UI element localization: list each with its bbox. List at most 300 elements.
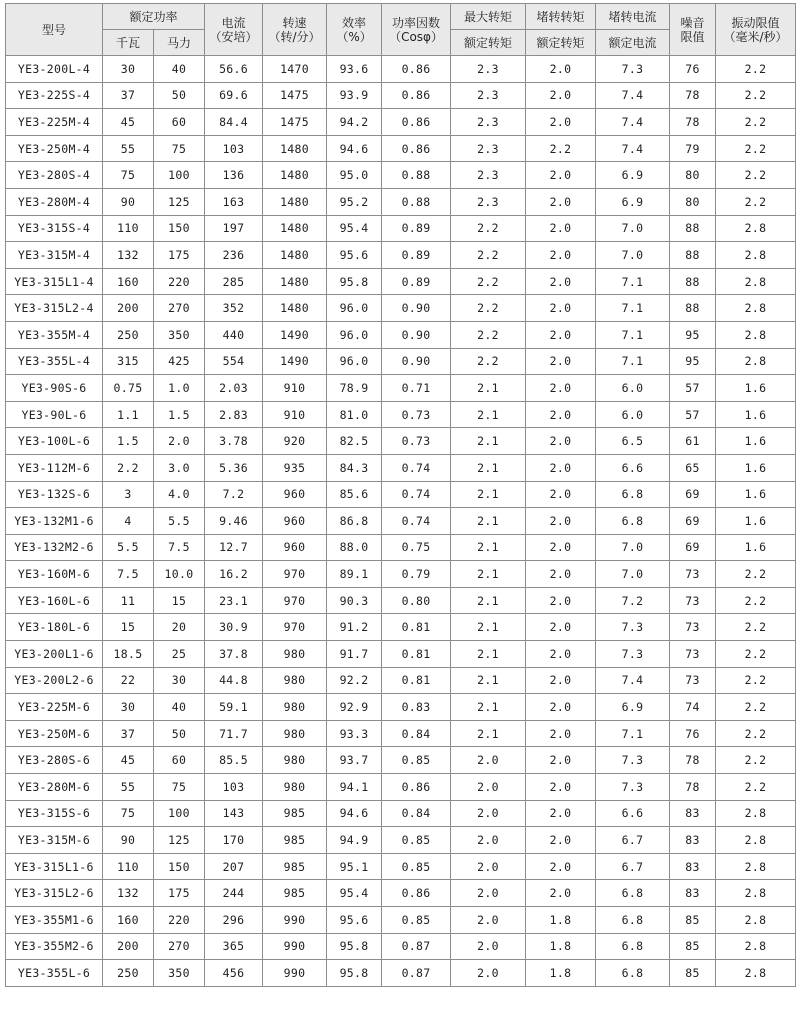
lr-current-cell: 7.3	[596, 614, 670, 641]
kw-cell: 3	[103, 481, 154, 508]
vibration-cell: 2.2	[716, 162, 796, 189]
efficiency-cell: 95.4	[327, 215, 382, 242]
efficiency-cell: 93.3	[327, 720, 382, 747]
efficiency-cell: 96.0	[327, 321, 382, 348]
vibration-cell: 2.8	[716, 880, 796, 907]
noise-cell: 83	[670, 853, 716, 880]
power-factor-cell: 0.90	[382, 348, 451, 375]
lr-current-cell: 7.3	[596, 56, 670, 83]
kw-cell: 55	[103, 135, 154, 162]
efficiency-cell: 94.2	[327, 109, 382, 136]
speed-cell: 1480	[263, 135, 327, 162]
power-factor-cell: 0.73	[382, 428, 451, 455]
current-cell: 2.03	[205, 375, 263, 402]
hp-cell: 40	[154, 694, 205, 721]
model-cell: YE3-315S-4	[6, 215, 103, 242]
kw-cell: 200	[103, 295, 154, 322]
current-cell: 103	[205, 135, 263, 162]
power-factor-cell: 0.85	[382, 907, 451, 934]
model-cell: YE3-200L1-6	[6, 641, 103, 668]
efficiency-cell: 91.7	[327, 641, 382, 668]
efficiency-cell: 93.9	[327, 82, 382, 109]
kw-cell: 0.75	[103, 375, 154, 402]
header-speed	[263, 4, 327, 56]
lr-torque-cell: 2.0	[526, 428, 596, 455]
max-torque-cell: 2.1	[451, 375, 526, 402]
vibration-cell: 2.2	[716, 694, 796, 721]
power-factor-cell: 0.86	[382, 774, 451, 801]
noise-cell: 73	[670, 561, 716, 588]
lr-torque-cell: 2.0	[526, 268, 596, 295]
table-row	[6, 587, 796, 614]
noise-cell: 83	[670, 827, 716, 854]
model-cell: YE3-160L-6	[6, 587, 103, 614]
vibration-cell: 1.6	[716, 534, 796, 561]
efficiency-cell: 95.6	[327, 242, 382, 269]
power-factor-cell: 0.84	[382, 800, 451, 827]
lr-torque-cell: 1.8	[526, 960, 596, 987]
current-cell: 143	[205, 800, 263, 827]
power-factor-cell: 0.86	[382, 56, 451, 83]
max-torque-cell: 2.1	[451, 641, 526, 668]
model-cell: YE3-225M-6	[6, 694, 103, 721]
efficiency-cell: 91.2	[327, 614, 382, 641]
header-speed-line2: （转/分）	[268, 29, 321, 44]
table-row	[6, 268, 796, 295]
lr-current-cell: 6.5	[596, 428, 670, 455]
speed-cell: 1480	[263, 268, 327, 295]
current-cell: 103	[205, 774, 263, 801]
speed-cell: 1475	[263, 109, 327, 136]
current-cell: 69.6	[205, 82, 263, 109]
header-model: 型号	[6, 4, 103, 56]
noise-cell: 61	[670, 428, 716, 455]
lr-torque-cell: 2.2	[526, 135, 596, 162]
lr-current-cell: 6.7	[596, 853, 670, 880]
max-torque-cell: 2.0	[451, 933, 526, 960]
table-row	[6, 667, 796, 694]
max-torque-cell: 2.1	[451, 481, 526, 508]
table-row	[6, 853, 796, 880]
lr-current-cell: 7.0	[596, 242, 670, 269]
model-cell: YE3-315L1-4	[6, 268, 103, 295]
lr-torque-cell: 2.0	[526, 853, 596, 880]
kw-cell: 160	[103, 268, 154, 295]
noise-cell: 76	[670, 56, 716, 83]
kw-cell: 110	[103, 215, 154, 242]
header-vib-line1: 振动限值	[731, 15, 780, 30]
noise-cell: 57	[670, 375, 716, 402]
hp-cell: 10.0	[154, 561, 205, 588]
power-factor-cell: 0.81	[382, 614, 451, 641]
power-factor-cell: 0.89	[382, 268, 451, 295]
efficiency-cell: 82.5	[327, 428, 382, 455]
max-torque-cell: 2.0	[451, 853, 526, 880]
lr-current-cell: 6.8	[596, 933, 670, 960]
max-torque-cell: 2.2	[451, 242, 526, 269]
current-cell: 296	[205, 907, 263, 934]
header-kw: 千瓦	[103, 30, 154, 56]
lr-current-cell: 6.8	[596, 481, 670, 508]
lr-current-cell: 6.6	[596, 800, 670, 827]
header-efficiency-line1: 效率	[342, 15, 367, 30]
hp-cell: 50	[154, 720, 205, 747]
lr-current-cell: 6.0	[596, 401, 670, 428]
power-factor-cell: 0.83	[382, 694, 451, 721]
lr-torque-cell: 2.0	[526, 321, 596, 348]
hp-cell: 15	[154, 587, 205, 614]
lr-current-cell: 6.8	[596, 907, 670, 934]
speed-cell: 970	[263, 587, 327, 614]
current-cell: 59.1	[205, 694, 263, 721]
lr-current-cell: 7.3	[596, 747, 670, 774]
hp-cell: 5.5	[154, 508, 205, 535]
vibration-cell: 2.2	[716, 82, 796, 109]
lr-current-cell: 7.0	[596, 215, 670, 242]
table-row	[6, 960, 796, 987]
lr-torque-cell: 2.0	[526, 188, 596, 215]
table-header	[6, 4, 796, 56]
max-torque-cell: 2.0	[451, 827, 526, 854]
kw-cell: 45	[103, 109, 154, 136]
header-pf-line1: 功率因数	[392, 15, 441, 30]
lr-current-cell: 6.7	[596, 827, 670, 854]
efficiency-cell: 96.0	[327, 295, 382, 322]
lr-torque-cell: 2.0	[526, 641, 596, 668]
speed-cell: 980	[263, 720, 327, 747]
power-factor-cell: 0.89	[382, 215, 451, 242]
power-factor-cell: 0.88	[382, 188, 451, 215]
hp-cell: 220	[154, 268, 205, 295]
hp-cell: 2.0	[154, 428, 205, 455]
lr-torque-cell: 2.0	[526, 534, 596, 561]
speed-cell: 960	[263, 508, 327, 535]
efficiency-cell: 93.6	[327, 56, 382, 83]
model-cell: YE3-225S-4	[6, 82, 103, 109]
lr-current-cell: 6.9	[596, 694, 670, 721]
speed-cell: 985	[263, 800, 327, 827]
noise-cell: 83	[670, 800, 716, 827]
speed-cell: 960	[263, 534, 327, 561]
hp-cell: 30	[154, 667, 205, 694]
power-factor-cell: 0.73	[382, 401, 451, 428]
speed-cell: 1480	[263, 295, 327, 322]
model-cell: YE3-280M-4	[6, 188, 103, 215]
max-torque-cell: 2.2	[451, 215, 526, 242]
current-cell: 365	[205, 933, 263, 960]
max-torque-cell: 2.1	[451, 401, 526, 428]
header-current	[205, 4, 263, 56]
lr-current-cell: 7.4	[596, 135, 670, 162]
efficiency-cell: 94.1	[327, 774, 382, 801]
noise-cell: 95	[670, 348, 716, 375]
table-row	[6, 56, 796, 83]
table-row	[6, 188, 796, 215]
kw-cell: 11	[103, 587, 154, 614]
power-factor-cell: 0.79	[382, 561, 451, 588]
header-power-factor	[382, 4, 451, 56]
speed-cell: 1480	[263, 242, 327, 269]
header-speed-line1: 转速	[282, 15, 307, 30]
header-pf-line2: （Cosφ）	[389, 29, 443, 44]
lr-current-cell: 6.0	[596, 375, 670, 402]
kw-cell: 132	[103, 242, 154, 269]
power-factor-cell: 0.87	[382, 960, 451, 987]
speed-cell: 980	[263, 747, 327, 774]
efficiency-cell: 94.6	[327, 135, 382, 162]
speed-cell: 980	[263, 774, 327, 801]
hp-cell: 350	[154, 321, 205, 348]
model-cell: YE3-280S-6	[6, 747, 103, 774]
vibration-cell: 2.2	[716, 614, 796, 641]
speed-cell: 1480	[263, 162, 327, 189]
vibration-cell: 2.8	[716, 348, 796, 375]
model-cell: YE3-200L-4	[6, 56, 103, 83]
header-efficiency	[327, 4, 382, 56]
hp-cell: 425	[154, 348, 205, 375]
lr-current-cell: 7.1	[596, 295, 670, 322]
efficiency-cell: 95.1	[327, 853, 382, 880]
header-max-torque-top: 最大转矩	[451, 4, 526, 30]
hp-cell: 1.0	[154, 375, 205, 402]
kw-cell: 55	[103, 774, 154, 801]
power-factor-cell: 0.80	[382, 587, 451, 614]
vibration-cell: 2.2	[716, 587, 796, 614]
speed-cell: 1480	[263, 188, 327, 215]
table-row	[6, 747, 796, 774]
noise-cell: 78	[670, 774, 716, 801]
noise-cell: 78	[670, 747, 716, 774]
current-cell: 352	[205, 295, 263, 322]
model-cell: YE3-315L2-6	[6, 880, 103, 907]
vibration-cell: 1.6	[716, 454, 796, 481]
noise-cell: 78	[670, 82, 716, 109]
noise-cell: 85	[670, 960, 716, 987]
vibration-cell: 2.8	[716, 268, 796, 295]
vibration-cell: 2.2	[716, 747, 796, 774]
noise-cell: 88	[670, 215, 716, 242]
current-cell: 197	[205, 215, 263, 242]
hp-cell: 1.5	[154, 401, 205, 428]
lr-current-cell: 7.3	[596, 641, 670, 668]
efficiency-cell: 85.6	[327, 481, 382, 508]
power-factor-cell: 0.74	[382, 481, 451, 508]
current-cell: 285	[205, 268, 263, 295]
header-efficiency-line2: （%）	[336, 29, 372, 44]
hp-cell: 4.0	[154, 481, 205, 508]
efficiency-cell: 95.8	[327, 933, 382, 960]
table-row	[6, 215, 796, 242]
lr-current-cell: 6.9	[596, 162, 670, 189]
lr-torque-cell: 2.0	[526, 747, 596, 774]
vibration-cell: 2.2	[716, 667, 796, 694]
lr-torque-cell: 2.0	[526, 614, 596, 641]
lr-current-cell: 6.8	[596, 880, 670, 907]
hp-cell: 125	[154, 827, 205, 854]
header-current-line2: （安培）	[209, 29, 258, 44]
vibration-cell: 2.2	[716, 720, 796, 747]
table-row	[6, 481, 796, 508]
model-cell: YE3-90L-6	[6, 401, 103, 428]
lr-torque-cell: 1.8	[526, 933, 596, 960]
kw-cell: 75	[103, 800, 154, 827]
max-torque-cell: 2.3	[451, 188, 526, 215]
vibration-cell: 1.6	[716, 508, 796, 535]
max-torque-cell: 2.2	[451, 295, 526, 322]
efficiency-cell: 92.2	[327, 667, 382, 694]
max-torque-cell: 2.1	[451, 508, 526, 535]
max-torque-cell: 2.1	[451, 694, 526, 721]
lr-current-cell: 7.0	[596, 534, 670, 561]
lr-torque-cell: 2.0	[526, 774, 596, 801]
max-torque-cell: 2.2	[451, 348, 526, 375]
vibration-cell: 2.2	[716, 641, 796, 668]
header-noise-line1: 噪音	[680, 15, 705, 30]
current-cell: 163	[205, 188, 263, 215]
efficiency-cell: 86.8	[327, 508, 382, 535]
vibration-cell: 1.6	[716, 375, 796, 402]
lr-torque-cell: 2.0	[526, 880, 596, 907]
lr-torque-cell: 2.0	[526, 82, 596, 109]
max-torque-cell: 2.0	[451, 880, 526, 907]
header-current-line1: 电流	[221, 15, 246, 30]
model-cell: YE3-90S-6	[6, 375, 103, 402]
header-lr-torque-bottom: 额定转矩	[526, 30, 596, 56]
kw-cell: 37	[103, 82, 154, 109]
table-row	[6, 774, 796, 801]
model-cell: YE3-355L-4	[6, 348, 103, 375]
hp-cell: 175	[154, 242, 205, 269]
table-row	[6, 827, 796, 854]
lr-current-cell: 7.3	[596, 774, 670, 801]
table-row	[6, 135, 796, 162]
model-cell: YE3-355M-4	[6, 321, 103, 348]
kw-cell: 90	[103, 827, 154, 854]
hp-cell: 125	[154, 188, 205, 215]
table-row	[6, 508, 796, 535]
header-lr-current-bottom: 额定电流	[596, 30, 670, 56]
max-torque-cell: 2.0	[451, 800, 526, 827]
vibration-cell: 2.2	[716, 135, 796, 162]
table-row	[6, 428, 796, 455]
table-row	[6, 933, 796, 960]
speed-cell: 970	[263, 614, 327, 641]
model-cell: YE3-132S-6	[6, 481, 103, 508]
noise-cell: 88	[670, 242, 716, 269]
hp-cell: 60	[154, 109, 205, 136]
kw-cell: 7.5	[103, 561, 154, 588]
noise-cell: 65	[670, 454, 716, 481]
speed-cell: 935	[263, 454, 327, 481]
current-cell: 7.2	[205, 481, 263, 508]
model-cell: YE3-225M-4	[6, 109, 103, 136]
kw-cell: 250	[103, 321, 154, 348]
current-cell: 37.8	[205, 641, 263, 668]
noise-cell: 88	[670, 295, 716, 322]
max-torque-cell: 2.3	[451, 56, 526, 83]
kw-cell: 75	[103, 162, 154, 189]
document-page	[5, 3, 796, 987]
current-cell: 244	[205, 880, 263, 907]
hp-cell: 7.5	[154, 534, 205, 561]
max-torque-cell: 2.1	[451, 428, 526, 455]
lr-current-cell: 6.9	[596, 188, 670, 215]
power-factor-cell: 0.74	[382, 508, 451, 535]
lr-torque-cell: 2.0	[526, 109, 596, 136]
speed-cell: 1475	[263, 82, 327, 109]
lr-torque-cell: 2.0	[526, 508, 596, 535]
kw-cell: 1.1	[103, 401, 154, 428]
lr-torque-cell: 2.0	[526, 162, 596, 189]
noise-cell: 73	[670, 614, 716, 641]
speed-cell: 980	[263, 667, 327, 694]
current-cell: 30.9	[205, 614, 263, 641]
noise-cell: 79	[670, 135, 716, 162]
lr-torque-cell: 2.0	[526, 375, 596, 402]
max-torque-cell: 2.3	[451, 135, 526, 162]
efficiency-cell: 95.4	[327, 880, 382, 907]
hp-cell: 60	[154, 747, 205, 774]
hp-cell: 50	[154, 82, 205, 109]
speed-cell: 920	[263, 428, 327, 455]
kw-cell: 1.5	[103, 428, 154, 455]
vibration-cell: 2.8	[716, 215, 796, 242]
header-max-torque-bottom: 额定转矩	[451, 30, 526, 56]
speed-cell: 960	[263, 481, 327, 508]
noise-cell: 88	[670, 268, 716, 295]
model-cell: YE3-315S-6	[6, 800, 103, 827]
vibration-cell: 2.2	[716, 56, 796, 83]
current-cell: 84.4	[205, 109, 263, 136]
power-factor-cell: 0.90	[382, 295, 451, 322]
power-factor-cell: 0.81	[382, 641, 451, 668]
kw-cell: 15	[103, 614, 154, 641]
power-factor-cell: 0.71	[382, 375, 451, 402]
power-factor-cell: 0.85	[382, 747, 451, 774]
model-cell: YE3-132M2-6	[6, 534, 103, 561]
model-cell: YE3-200L2-6	[6, 667, 103, 694]
power-factor-cell: 0.86	[382, 82, 451, 109]
speed-cell: 985	[263, 880, 327, 907]
efficiency-cell: 95.0	[327, 162, 382, 189]
noise-cell: 85	[670, 933, 716, 960]
noise-cell: 73	[670, 587, 716, 614]
lr-torque-cell: 2.0	[526, 295, 596, 322]
kw-cell: 30	[103, 694, 154, 721]
kw-cell: 2.2	[103, 454, 154, 481]
vibration-cell: 2.2	[716, 109, 796, 136]
lr-current-cell: 7.0	[596, 561, 670, 588]
efficiency-cell: 95.2	[327, 188, 382, 215]
lr-current-cell: 7.1	[596, 348, 670, 375]
vibration-cell: 2.8	[716, 960, 796, 987]
model-cell: YE3-250M-6	[6, 720, 103, 747]
lr-torque-cell: 2.0	[526, 561, 596, 588]
current-cell: 207	[205, 853, 263, 880]
power-factor-cell: 0.84	[382, 720, 451, 747]
current-cell: 136	[205, 162, 263, 189]
speed-cell: 1470	[263, 56, 327, 83]
speed-cell: 1480	[263, 215, 327, 242]
current-cell: 71.7	[205, 720, 263, 747]
lr-current-cell: 6.8	[596, 960, 670, 987]
table-row	[6, 109, 796, 136]
current-cell: 236	[205, 242, 263, 269]
max-torque-cell: 2.1	[451, 561, 526, 588]
speed-cell: 980	[263, 641, 327, 668]
power-factor-cell: 0.81	[382, 667, 451, 694]
kw-cell: 315	[103, 348, 154, 375]
